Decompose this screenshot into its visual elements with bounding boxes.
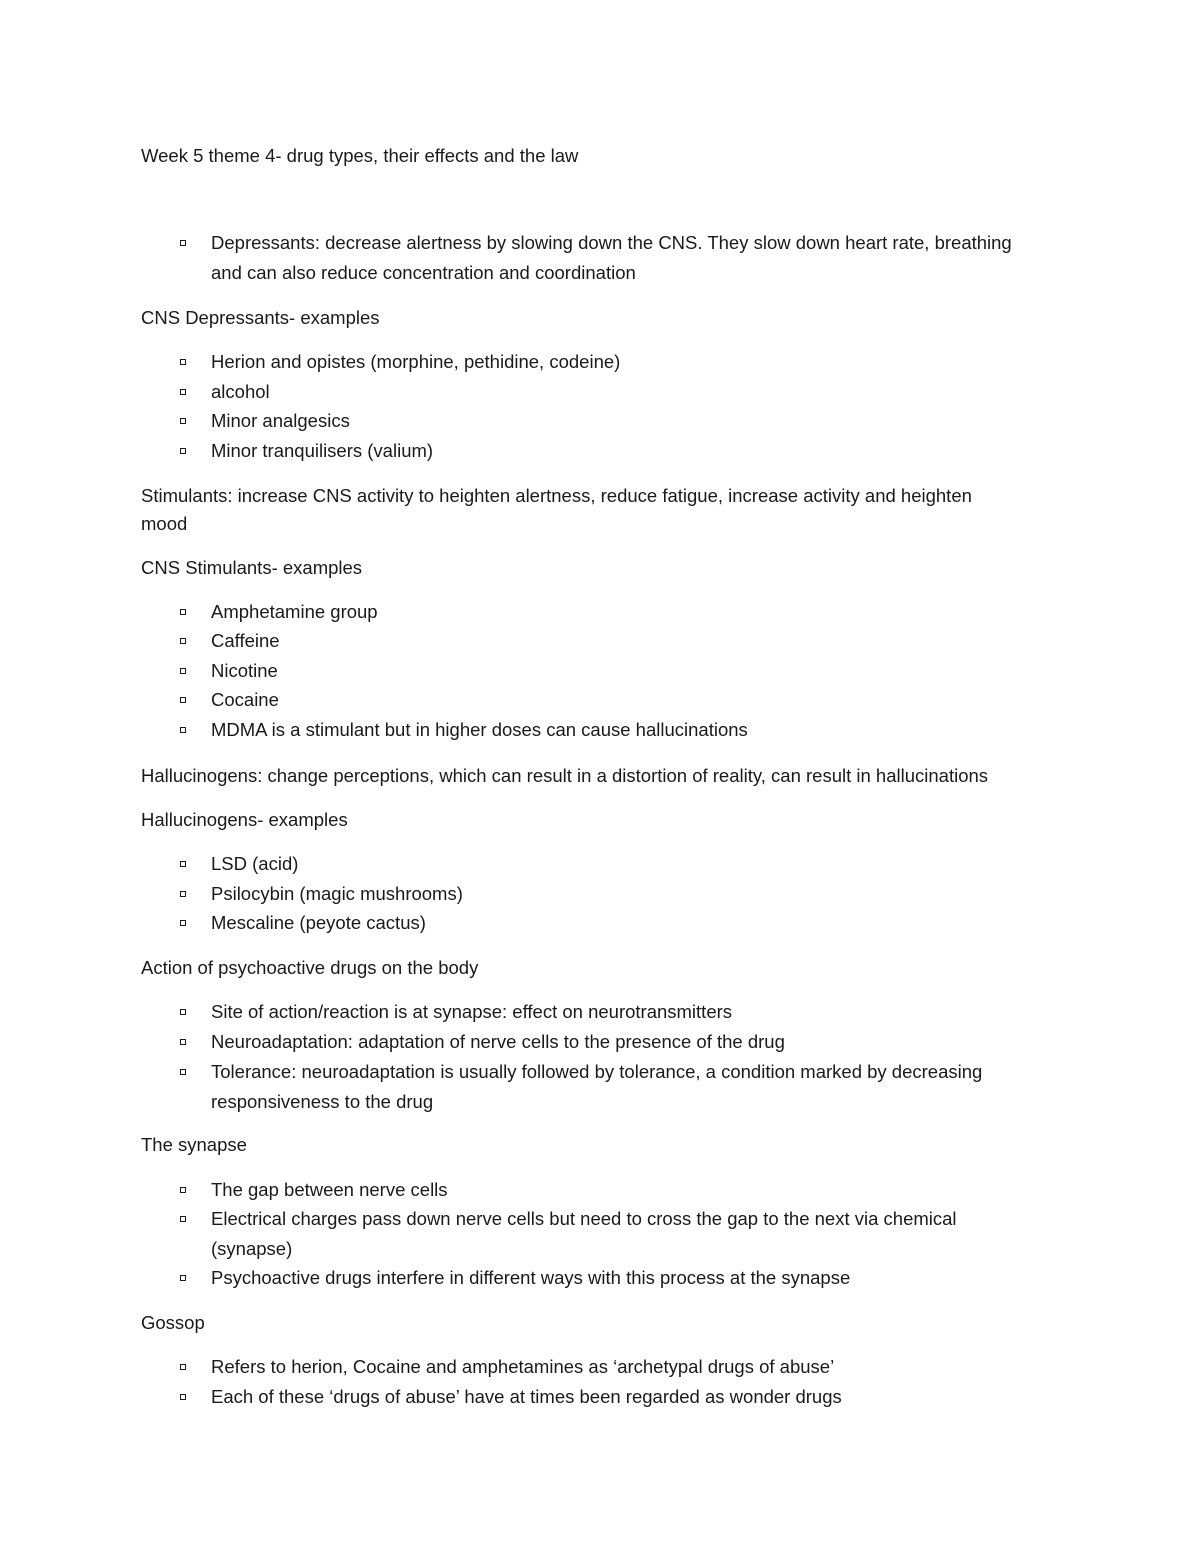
square-bullet-icon — [180, 697, 186, 703]
square-bullet-icon — [180, 727, 186, 733]
list-item: Psychoactive drugs interfere in different ways with this process at the synapse — [211, 1267, 851, 1288]
section-heading-continuation: mood — [141, 513, 188, 534]
section-heading: The synapse — [141, 1134, 247, 1155]
list-item: Each of these ‘drugs of abuse’ have at times been regarded as wonder drugs — [211, 1386, 842, 1407]
list-item: Cocaine — [211, 689, 279, 710]
square-bullet-icon — [180, 448, 186, 454]
square-bullet-icon — [180, 1216, 186, 1222]
square-bullet-icon — [180, 359, 186, 365]
square-bullet-icon — [180, 1009, 186, 1015]
square-bullet-icon — [180, 920, 186, 926]
list-item: Electrical charges pass down nerve cells but need to cross the gap to the next via chemical — [211, 1208, 957, 1229]
list-item: Amphetamine group — [211, 601, 378, 622]
list-item: LSD (acid) — [211, 853, 299, 874]
list-item: Minor analgesics — [211, 410, 350, 431]
square-bullet-icon — [180, 1275, 186, 1281]
section-heading: Gossop — [141, 1312, 205, 1333]
list-item: Minor tranquilisers (valium) — [211, 440, 434, 461]
list-item-continuation: responsiveness to the drug — [211, 1091, 434, 1112]
list-item: Herion and opistes (morphine, pethidine, codeine) — [211, 351, 621, 372]
square-bullet-icon — [180, 1364, 186, 1370]
square-bullet-icon — [180, 1187, 186, 1193]
square-bullet-icon — [180, 1039, 186, 1045]
list-item: MDMA is a stimulant but in higher doses can cause hallucinations — [211, 719, 748, 740]
list-item: Mescaline (peyote cactus) — [211, 912, 426, 933]
square-bullet-icon — [180, 418, 186, 424]
page-title: Week 5 theme 4- drug types, their effects and the law — [141, 145, 579, 166]
list-item: Caffeine — [211, 630, 280, 651]
list-item: The gap between nerve cells — [211, 1179, 448, 1200]
section-heading: Stimulants: increase CNS activity to heighten alertness, reduce fatigue, increase activity and heighten — [141, 485, 972, 506]
square-bullet-icon — [180, 1394, 186, 1400]
section-heading: Action of psychoactive drugs on the body — [141, 957, 479, 978]
square-bullet-icon — [180, 668, 186, 674]
list-item: Nicotine — [211, 660, 278, 681]
list-item-continuation: and can also reduce concentration and coordination — [211, 262, 636, 283]
square-bullet-icon — [180, 240, 186, 246]
list-item: Refers to herion, Cocaine and amphetamines as ‘archetypal drugs of abuse’ — [211, 1356, 835, 1377]
list-item: Site of action/reaction is at synapse: effect on neurotransmitters — [211, 1001, 733, 1022]
list-item: Psilocybin (magic mushrooms) — [211, 883, 463, 904]
section-heading: CNS Depressants- examples — [141, 307, 380, 328]
square-bullet-icon — [180, 638, 186, 644]
list-item: Tolerance: neuroadaptation is usually followed by tolerance, a condition marked by decreasing — [211, 1061, 983, 1082]
list-item: alcohol — [211, 381, 270, 402]
square-bullet-icon — [180, 389, 186, 395]
list-item: Depressants: decrease alertness by slowing down the CNS. They slow down heart rate, breathing — [211, 232, 1012, 253]
square-bullet-icon — [180, 861, 186, 867]
section-heading: Hallucinogens: change perceptions, which can result in a distortion of reality, can result in hallucinations — [141, 765, 989, 786]
section-heading: CNS Stimulants- examples — [141, 557, 363, 578]
list-item-continuation: (synapse) — [211, 1238, 293, 1259]
square-bullet-icon — [180, 1069, 186, 1075]
list-item: Neuroadaptation: adaptation of nerve cells to the presence of the drug — [211, 1031, 785, 1052]
square-bullet-icon — [180, 609, 186, 615]
square-bullet-icon — [180, 891, 186, 897]
section-heading: Hallucinogens- examples — [141, 809, 348, 830]
